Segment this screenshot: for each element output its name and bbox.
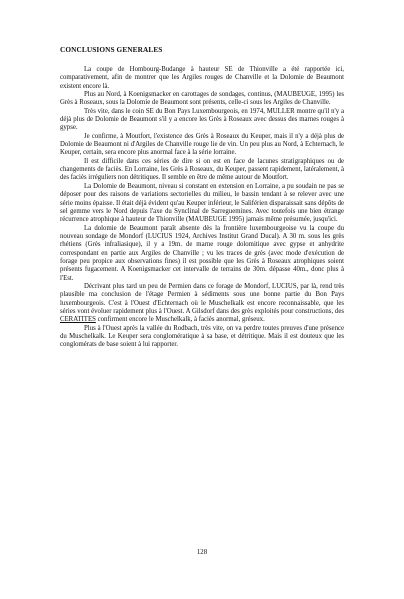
page-number: 128 bbox=[196, 549, 208, 556]
page-content bbox=[60, 45, 344, 350]
section-heading: CONCLUSIONS GENERALES bbox=[60, 45, 163, 54]
paragraph-koenigsmacker: Plus au Nord, à Koenigsmacker en carottages de sondages, continus, (MAUBEUGE, 1995) les Grès à Roseaux, sous la Dolomie de Beaumont sont présents, celle-ci sous les Argiles de Chanville. bbox=[60, 91, 344, 107]
paragraph-hombourg: La coupe de Hombourg-Budange à hauteur SE de Thionville a été rapportée ici, comparativement, afin de montrer que les Argiles rouges de Chanville et la Dolomie de Beaumont existent encore là. bbox=[60, 66, 344, 90]
paragraph-rodbach: Plus à l'Ouest après la vallée du Rodbach, très vite, on va perdre toutes preuves d'une présence du Muschelkalk. Le Keuper sera conglomératique à sa base, et détritique. Mais il est douteux que les conglomérats de base soient à lui rapporter. bbox=[60, 324, 344, 349]
paragraph-permien: Décrivant plus tard un peu de Permien dans ce forage de Mondorf, LUCIUS, par là, rend très plausible ma conclusion de l'étage Permien à sédiments sous une bonne partie du Bon Pays luxembourgeois. C'est à l'Ouest d'Echternach où le Muschelkalk est encore reconnaissable, que les séries vont évoluer rapidement plus à l'Ouest. A Gilsdorf dans des grès exploités pour constructions, des CERATITES confirment encore le Muschelkalk, à faciès anormal, gréseux. bbox=[60, 282, 344, 324]
paragraph-mondorf: La dolomie de Beaumont paraît absente dès la frontière luxembourgeoise vu la coupe du nouveau sondage de Mondorf (LUCIUS 1924, Archives Institut Grand Ducal). A 30 m. sous les grès rhétiens (Grès infraliasique), il y a 19m. de marne rouge dolomitique avec gypse et anhydrite correspondant en partie aux Argiles de Chanville ; vu les traces de grès (avec mode d'exécution de forage peu propice aux observations fines) il est possible que les Grès à Roseaux atrophiques soient présents fugacement. A Koenigsmacker cet intervalle de terrains de 30m. dépasse 40m., donc plus à l'Est. bbox=[60, 224, 344, 282]
underlined-term: CERATITES bbox=[60, 316, 96, 324]
paragraph-lacunes: Il est difficile dans ces séries de dire si on est en face de lacunes stratigraphiques ou de changements de faciès. En Lorraine, les Grès à Roseaux, du Keuper, passent rapidement, latéralement, à des faciès irréguliers non détritiques. Il semble en être de même autour de Moutfort. bbox=[60, 157, 344, 182]
paragraph-moutfort: Je confirme, à Moutfort, l'existence des Grès à Roseaux du Keuper, mais il n'y a déjà plus de Dolomie de Beaumont ni d'Argiles de Chanville rouge lie de vin. Un peu plus au Nord, à Echternach, le Keuper, certain, sera encore plus anormal face à la série lorraine. bbox=[60, 132, 344, 157]
paragraph-dolomie-beaumont: La Dolomie de Beaumont, niveau si constant en extension en Lorraine, a pu soudain ne pas se déposer pour des raisons de variations sectorielles du milieu, le bassin tendant à se relever avec une série moins épaisse. Il était déjà évident qu'au Keuper inférieur, le Saliférien disparaissait sans dépôts de sel gemme vers le Nord depuis l'axe du Synclinal de Sarreguemines. Avec toutefois une bien étrange récurrence atrophique à hauteur de Thionville (MAUBEUGE 1995) jamais même présumée, jusqu'ici. bbox=[60, 182, 344, 224]
paragraph-muller: Très vite, dans le coin SE du Bon Pays Luxembourgeois, en 1974, MULLER montre qu'il n'y a déjà plus de Dolomie de Beaumont s'il y a encore les Grès à Roseaux avec dessus des marnes rouges à gypse. bbox=[60, 107, 344, 132]
